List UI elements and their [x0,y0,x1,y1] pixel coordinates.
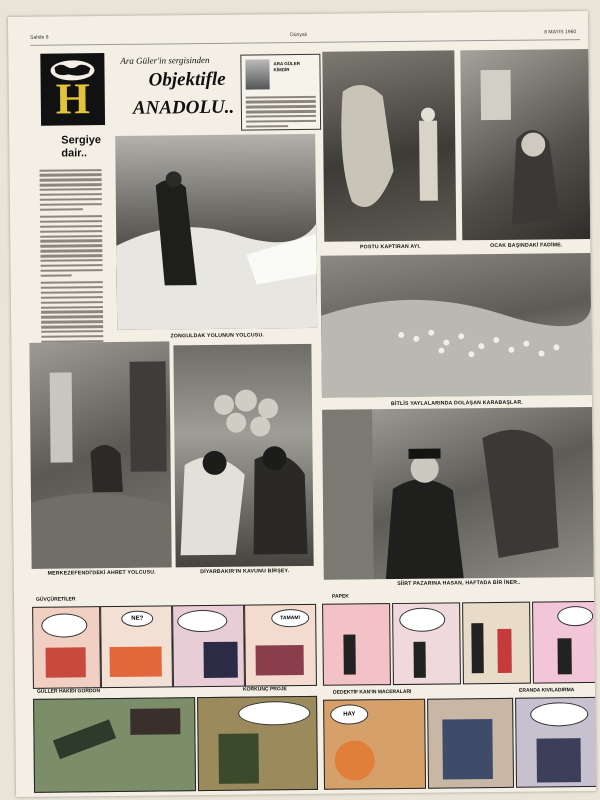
caption-zonguldak-traveler: ZONGULDAK YOLUNUN YOLCUSU. [170,332,265,340]
article-title-line2: ANADOLU.. [132,96,235,119]
photo-fadime-hearth [460,49,590,240]
page-header [30,27,580,46]
bio-text [246,93,316,130]
comic-panel-7 [462,602,531,685]
logo-letter: H [55,74,91,124]
photo-siirt-hasan [322,407,594,580]
section-logo [40,53,105,126]
comic-bubble-2: TAMAM! [271,609,309,627]
comic-panel-2 [100,605,173,688]
paper-name: Dünyalı [290,31,308,39]
caption-bitlis-sheep: BİTLİS YAYLALARINDA DOLAŞAN KARABAŞLAR. [391,399,523,408]
section-heading: Sergiye dair.. [61,134,102,160]
article-title-line1: Objektifle [148,68,226,91]
comic-strip3-subtitle: KORKUNÇ PROJE [242,686,287,693]
photo-bitlis-sheep [320,253,591,398]
comic-strip3-title: GÜLLER HAKİDI GORDON [36,688,101,695]
comic-panel-5 [322,603,391,686]
comic-panel-10 [197,696,318,791]
comic-panel-3 [172,605,245,688]
comic-strip4-title: DEDEKTİF KAN'IN MACERALARI [332,688,412,696]
bio-label: ARA GÜLER KİMDİR [273,61,301,73]
comic-panel-1 [32,606,101,689]
portrait-photo [245,59,269,89]
caption-siirt-hasan: SİİRT PAZARINA HASAN, HAFTADA BİR İNER.. [397,579,521,588]
comic-bubble-3: HAY [330,704,368,724]
caption-bear-pelt: POSTU KAPTIRAN AYI. [359,243,421,251]
photo-merkezefendi [29,341,171,568]
comic-bubble-1: NE? [121,611,153,627]
photo-zonguldak-traveler [115,134,317,330]
caption-merkezefendi: MERKEZEFENDİ'DEKİ AHRET YOLCUSU. [47,569,156,577]
comic-panel-12 [427,698,514,789]
photo-bear-pelt [322,50,456,241]
page-label: Sahife 8 [30,34,49,41]
comic-panel-6 [392,602,461,685]
comic-panel-8 [532,601,596,684]
comic-panel-9 [33,697,196,793]
comic-panel-13 [515,697,596,788]
comic-panel-4 [244,604,317,687]
photo-diyarbakir-melon [173,344,313,567]
caption-diyarbakir-melon: DİYARBAKIR'IN KAVUNU BİRŞEY. [200,568,290,576]
bio-box [240,54,321,131]
comic-strip5-title: ERANDA KIVILADIRMA [518,687,575,694]
comic-strip1-title: GÜVÇÜRETİLER [36,596,76,603]
issue-date: 8 MAYIS 1960 [544,29,577,36]
newspaper-page [8,11,596,797]
caption-fadime-hearth: OCAK BAŞINDAKİ FADİME. [490,242,563,250]
article-subtitle: Ara Güler'in sergisinden [120,54,210,66]
comic-panel-11 [323,699,426,790]
comic-strip2-title: PAPEK [331,593,349,600]
